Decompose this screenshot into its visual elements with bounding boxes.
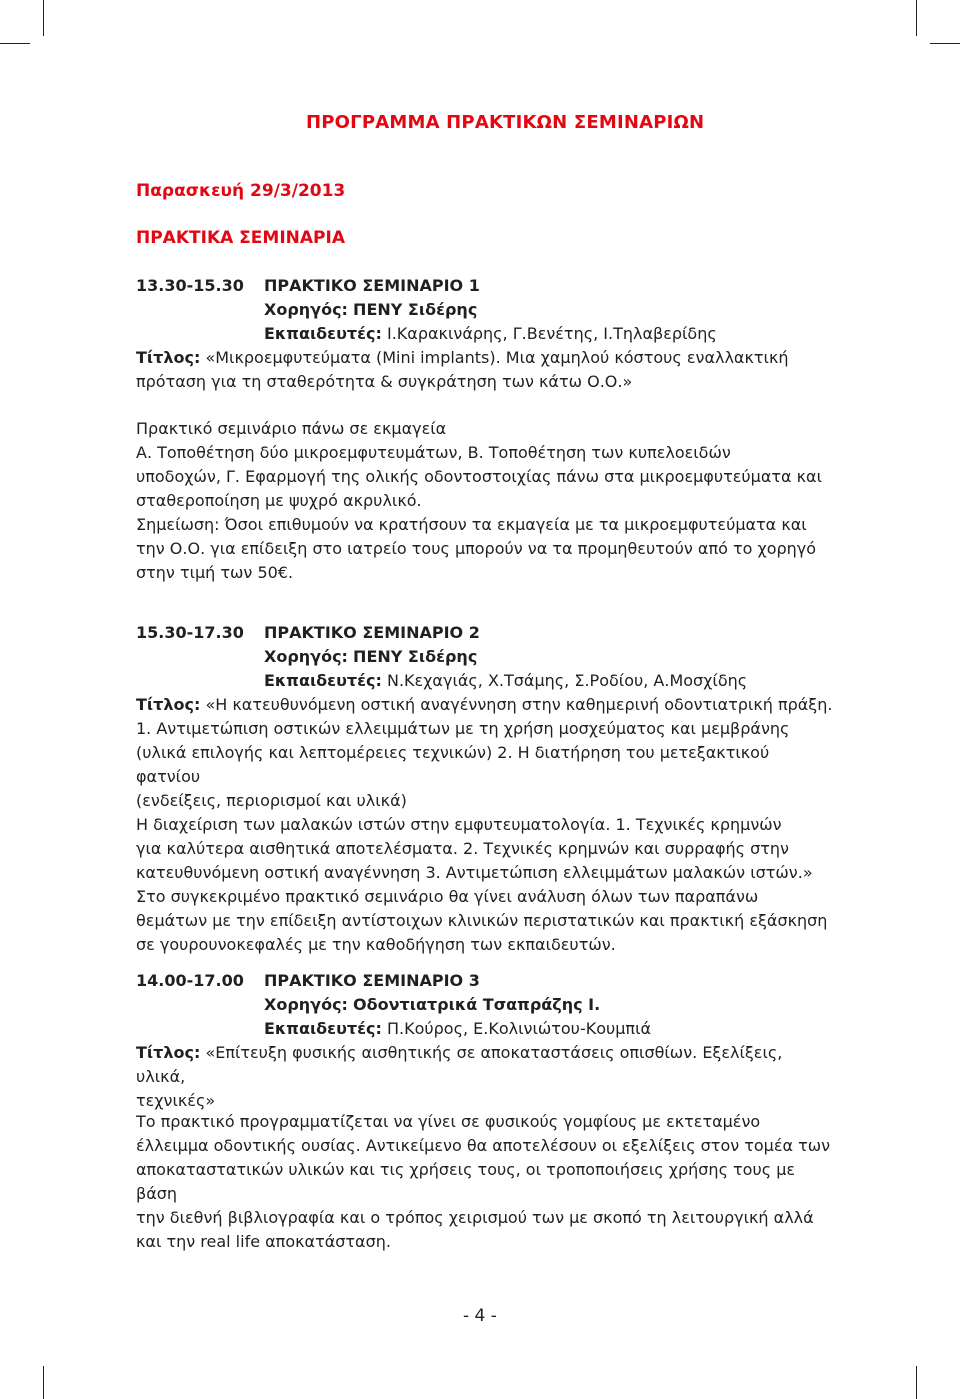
crop-mark-top-right-h <box>930 43 960 44</box>
seminar-3-sponsor-label: Χορηγός: <box>264 995 348 1014</box>
seminar-3-instructors: Π.Κούρος, Ε.Κολινιώτου-Κουμπιά <box>386 1019 652 1038</box>
seminar-2-sponsor: ΠΕΝΥ Σιδέρης <box>353 647 478 666</box>
seminar-2-sponsor-label: Χορηγός: <box>264 647 348 666</box>
seminar-2-instructors: Ν.Κεχαγιάς, Χ.Τσάμης, Σ.Ροδίου, Α.Μοσχίδης <box>386 671 748 690</box>
crop-mark-top-right-v <box>916 0 917 36</box>
seminar-2-title: ΠΡΑΚΤΙΚΟ ΣΕΜΙΝΑΡΙΟ 2 <box>264 623 480 642</box>
seminar-2 <box>136 621 836 957</box>
seminar-3 <box>136 969 836 1113</box>
crop-mark-top-left-h <box>0 43 30 44</box>
seminar-1-time: 13.30-15.30 <box>136 276 244 295</box>
seminar-3-time: 14.00-17.00 <box>136 971 244 990</box>
seminar-1-body: Πρακτικό σεμινάριο πάνω σε εκμαγεία Α. Τοποθέτηση δύο μικροεμφυτευμάτων, Β. Τοποθέτηση των κυπελοειδών υποδοχών, Γ. Εφαρμογή της ολικής οδοντοστοιχίας πάνω στα μικροεμφυτεύματα και σταθεροποίηση με ψυχρό ακρυλικό. Σημείωση: Όσοι επιθυμούν να κρατήσουν τα εκμαγεία με τα μικροεμφυτεύματα και την Ο.Ο. για επίδειξη στο ιατρείο τους μπορούν να τα προμηθευτούν από το χορηγό στην τιμή των 50€. <box>136 419 823 582</box>
seminar-3-subject: «Επίτευξη φυσικής αισθητικής σε αποκαταστάσεις οπισθίων. Εξελίξεις, υλικά, τεχνικές» <box>136 1043 783 1110</box>
seminar-1-sponsor: ΠΕΝΥ Σιδέρης <box>353 300 478 319</box>
section-heading: ΠΡΑΚΤΙΚΑ ΣΕΜΙΝΑΡΙΑ <box>136 228 345 248</box>
page-number: - 4 - <box>463 1306 497 1326</box>
crop-mark-top-left-v <box>43 0 44 36</box>
date-heading: Παρασκευή 29/3/2013 <box>136 181 346 201</box>
seminar-3-instructors-label: Εκπαιδευτές: <box>264 1019 382 1038</box>
seminar-2-body: Στο συγκεκριμένο πρακτικό σεμινάριο θα γίνει ανάλυση όλων των παραπάνω θεμάτων με την επίδειξη αντίστοιχων κλινικών περιστατικών και πρακτική εξάσκηση σε γουρουνοκεφαλές με την καθοδήγηση των εκπαιδευτών. <box>136 887 828 954</box>
seminar-1-title: ΠΡΑΚΤΙΚΟ ΣΕΜΙΝΑΡΙΟ 1 <box>264 276 480 295</box>
seminar-2-subject-label: Τίτλος: <box>136 695 201 714</box>
seminar-3-subject-label: Τίτλος: <box>136 1043 201 1062</box>
seminar-1-subject-label: Τίτλος: <box>136 348 201 367</box>
crop-mark-bottom-right-v <box>916 1366 917 1399</box>
seminar-1-instructors-label: Εκπαιδευτές: <box>264 324 382 343</box>
seminar-3-sponsor: Οδοντιατρικά Τσαπράζης Ι. <box>353 995 601 1014</box>
seminar-2-subject: «Η κατευθυνόμενη οστική αναγέννηση στην καθημερινή οδοντιατρική πράξη. 1. Αντιμετώπιση οστικών ελλειμμάτων με τη χρήση μοσχεύματος και μεμβράνης (υλικά επιλογής και λεπτομέρειες τεχνικών) 2. Η διατήρηση του μετεξακτικού φατνίου (ενδείξεις, περιορισμοί και υλικά) Η διαχείριση των μαλακών ιστών στην εμφυτευματολογία. 1. Τεχνικές κρημνών για καλύτερα αισθητικά αποτελέσματα. 2. Τεχνικές κρημνών και συρραφής στην κατευθυνόμενη οστική αναγέννηση 3. Αντιμετώπιση ελλειμμάτων μαλακών ιστών.» <box>136 695 833 882</box>
seminar-2-time: 15.30-17.30 <box>136 623 244 642</box>
seminar-1-sponsor-label: Χορηγός: <box>264 300 348 319</box>
crop-mark-bottom-left-v <box>43 1366 44 1399</box>
seminar-1-subject: «Μικροεμφυτεύματα (Mini implants). Μια χαμηλού κόστους εναλλακτική πρόταση για τη σταθερότητα & συγκράτηση των κάτω Ο.Ο.» <box>136 348 789 391</box>
seminar-2-instructors-label: Εκπαιδευτές: <box>264 671 382 690</box>
seminar-1 <box>136 274 836 394</box>
page-header: ΠΡΟΓΡΑΜΜΑ ΠΡΑΚΤΙΚΩΝ ΣΕΜΙΝΑΡΙΩΝ <box>306 112 705 133</box>
seminar-3-body: Το πρακτικό προγραμματίζεται να γίνει σε φυσικούς γομφίους με εκτεταμένο έλλειμμα οδοντικής ουσίας. Αντικείμενο θα αποτελέσουν οι εξελίξεις στον τομέα των αποκαταστατικών υλικών και τις χρήσεις τους, οι τροποποιήσεις χρήσης τους με βάση την διεθνή βιβλιογραφία και ο τρόπος χειρισμού των με σκοπό τη λειτουργική αλλά και την real life αποκατάσταση. <box>136 1112 831 1251</box>
seminar-1-instructors: Ι.Καρακινάρης, Γ.Βενέτης, Ι.Τηλαβερίδης <box>386 324 717 343</box>
seminar-3-title: ΠΡΑΚΤΙΚΟ ΣΕΜΙΝΑΡΙΟ 3 <box>264 971 480 990</box>
